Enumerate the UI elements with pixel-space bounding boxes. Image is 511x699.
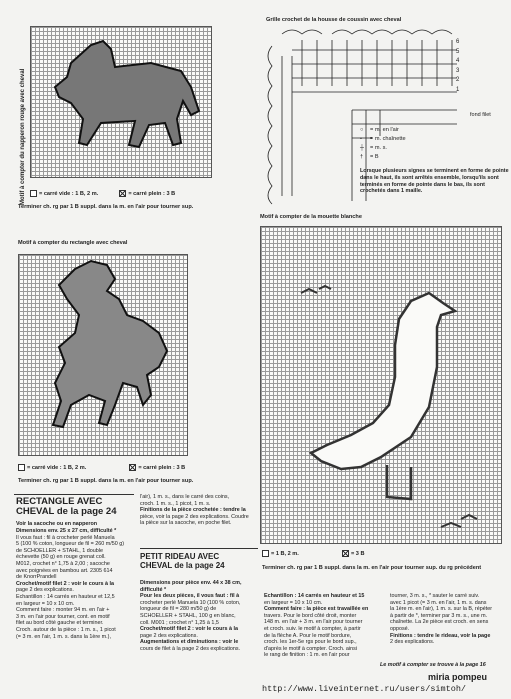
body-line: Pour les deux pièces, il vous faut : fil à	[140, 593, 240, 600]
horse-chart	[30, 26, 212, 178]
body-line: et croch. suiv. le motif à compter, à partir	[264, 625, 361, 632]
gull-page-note: Le motif à compter se trouve à la page 16	[380, 662, 486, 668]
gull-article-left	[264, 593, 388, 659]
gull-note: Terminer ch. rg par 1 B suppl. dans la m. en l'air pour tourner sup. du rg précédent	[262, 565, 482, 571]
body-line: 2 des explications.	[390, 639, 435, 646]
empty-square-icon	[30, 190, 37, 197]
body-line: travers. Pour le bord côté droit, monter	[264, 612, 357, 619]
body-line: en largeur = 10 x 10 cm.	[264, 599, 323, 606]
rect-legend-empty: = carré vide : 1 B, 2 m.	[27, 464, 87, 471]
fond-filet-label: fond filet	[470, 112, 491, 118]
body-line: à partir de *, terminer par 3 m. s., une m.	[390, 612, 488, 619]
body-line: opposé.	[390, 625, 410, 632]
empty-square-icon	[18, 464, 25, 471]
row-number: 4	[456, 58, 460, 64]
rect-horse-silhouette	[19, 255, 187, 455]
body-line: page 2 des explications.	[16, 587, 74, 594]
gull-chart	[260, 226, 502, 544]
body-line: M012, crochet n° 1,75 à 2,00 ; sacoche	[16, 560, 110, 567]
full-square-icon	[129, 464, 136, 471]
crochet-note: Lorsque plusieurs signes se terminent en forme de pointe dans le haut, ils sont arrêtés ensemble, lorsqu'ils sont terminés en forme de pointe dans le bas, ils sont crochetés dans 1 maille.	[360, 168, 509, 195]
article-divider	[140, 548, 258, 549]
body-line: (= 3 m. en l'air, 1 m. s. dans la 1ère m.),	[16, 633, 111, 640]
gull-legend-full: = 3 B	[350, 550, 365, 557]
row-number: 3	[456, 67, 460, 74]
rideau-article-body	[140, 580, 262, 653]
body-line: Crochet/motif filet 2 : voir le cours à la	[16, 580, 114, 587]
legend-text: = m. chaînette	[370, 136, 406, 142]
rect-horse-chart	[18, 254, 188, 456]
slip-stitch-icon: •	[360, 136, 362, 142]
rect-grid-title: Motif à compter du rectangle avec cheval	[18, 240, 128, 246]
body-line: échevette (50 g) en rouge grenat coll.	[16, 554, 106, 561]
body-line: de KnorrPrandell	[16, 574, 57, 581]
body-line: SCHOELLER + STAHL, 100 g en blanc,	[140, 612, 236, 619]
body-line: Comment faire : monter 94 m. en l'air +	[16, 607, 110, 614]
row-number: 6	[456, 39, 460, 45]
row-number: 5	[456, 48, 460, 55]
body-line: coll. M001 ; crochet n° 1,25 à 1,5	[140, 619, 219, 626]
gull-legend	[262, 550, 364, 557]
body-line: Croch. autour de la pièce : 1 m. s., 1 picot	[16, 626, 116, 633]
body-line: longueur de fil = 280 m/50 g) de	[140, 606, 217, 613]
rideau-article-heading: PETIT RIDEAU AVEC CHEVAL de la page 24	[140, 552, 225, 570]
body-line: le rang de finition : 1 m. en l'air pour	[264, 652, 350, 659]
footer-brand: miria pompeu	[428, 672, 488, 682]
horse-silhouette	[31, 27, 211, 177]
body-line: cours de filet à la page 2 des explications.	[140, 645, 241, 652]
body-line: 148 m. en l'air + 3 m. en l'air pour tourner	[264, 619, 363, 626]
rect-legend-full: = carré plein : 3 B	[138, 464, 186, 471]
body-line: Echantillon : 14 carrés en hauteur et 15	[264, 593, 365, 599]
body-line: l'air), 1 m. s., dans le carré des coins,	[140, 494, 230, 500]
chain-stitch-icon: ○	[360, 127, 364, 133]
row-number-list	[456, 38, 459, 95]
body-line: croch. les 1er-5e rgs pour le bord sup.,	[264, 639, 357, 646]
horse-legend-full: = carré plein : 3 B	[128, 190, 176, 197]
row-number: 1	[456, 86, 460, 93]
body-line: Il vous faut : fil à crocheter perlé Manuela	[16, 534, 115, 541]
full-square-icon	[342, 550, 349, 557]
body-line: avec 1 picot (= 3 m. en l'air, 1 m. s. dans	[390, 599, 487, 606]
body-line: de la flèche A. Pour le motif bordure,	[264, 632, 352, 639]
body-line: d'après le motif à compter. Croch. ainsi	[264, 645, 358, 652]
rect-note: Terminer ch. rg par 1 B suppl. dans la m. en l'air pour tourner sup.	[18, 478, 194, 484]
body-line: Finitions de la pièce crochetée : tendre la	[140, 507, 246, 514]
gull-silhouette	[261, 227, 501, 543]
body-line: Finitions : tendre le rideau, voir la page	[390, 632, 491, 639]
gull-legend-empty: = 1 B, 2 m.	[271, 550, 299, 557]
rect-article-subheading: Voir la sacoche ou en napperon	[16, 521, 98, 527]
body-line: filet au bord côté gauche et terminer.	[16, 620, 104, 627]
body-line: tourner, 3 m. s., * sauter le carré suiv.	[390, 593, 480, 599]
crochet-grid-title: Grille crochet de la housse de coussin avec cheval	[266, 17, 402, 23]
full-square-icon	[119, 190, 126, 197]
body-line: 5 (100 % coton, longueur de fil = 260 m/50 g)	[16, 541, 125, 548]
empty-square-icon	[262, 550, 269, 557]
body-line: la pièce sur la sacoche, en poche filet.	[140, 520, 232, 527]
row-number: 2	[456, 77, 460, 83]
rect-article-heading: RECTANGLE AVEC CHEVAL de la page 24	[16, 496, 117, 517]
horse-legend-empty: = carré vide : 1 B, 2 m.	[39, 190, 99, 197]
body-line: Dimensions env. 25 x 27 cm, difficulté *	[16, 528, 117, 534]
body-line: Comment faire : la pièce est travaillée en	[264, 606, 369, 613]
article-divider	[14, 494, 134, 495]
body-line: Augmentations et diminutions : voir le	[140, 639, 239, 646]
rect-article-body	[16, 528, 138, 640]
gull-grid-title: Motif à compter de la mouette blanche	[260, 214, 362, 220]
horse-note: Terminer ch. rg par 1 B suppl. dans la m. en l'air pour tourner sup.	[18, 204, 194, 210]
body-line: avec poignées en bambou art. 2305 614	[16, 567, 113, 574]
double-crochet-icon: †	[360, 154, 364, 160]
body-line: 3 m. en l'air pour tourner, cont. en motif	[16, 613, 110, 620]
legend-text: = m. en l'air	[370, 127, 399, 133]
body-line: page 2 des explications.	[140, 632, 198, 639]
legend-text: = B	[370, 154, 379, 160]
body-line: la 1ère m. en l'air), 1 m. s. sur la B, répéter	[390, 606, 492, 613]
horse-legend	[30, 190, 175, 197]
crochet-legend	[360, 126, 406, 162]
rect-legend	[18, 464, 185, 471]
body-line: chaînette. La 2e pièce est croch. en sens	[390, 619, 489, 626]
footer-url-link[interactable]: http://www.liveinternet.ru/users/simtoh/	[262, 684, 467, 694]
gull-article-right	[390, 593, 508, 646]
body-line: Dimensions pour pièce env. 44 x 38 cm,	[140, 580, 242, 586]
body-line: pièce, voir la page 2 des explications. Coudre	[140, 513, 249, 520]
body-line: difficulté *	[140, 586, 167, 593]
body-line: de SCHOELLER + STAHL, 1 double	[16, 547, 103, 554]
horse-grid-title: Motif à compter du napperon rouge avec cheval	[20, 68, 26, 205]
legend-text: = m. s.	[370, 145, 387, 151]
body-line: en largeur = 10 x 10 cm.	[16, 600, 75, 607]
mid-article-body	[140, 494, 262, 527]
body-line: Crochet/motif filet 2 : voir le cours à la	[140, 626, 238, 633]
body-line: Echantillon : 14 carrés en hauteur et 12,5	[16, 593, 115, 600]
body-line: croch. 1 m. s., 1 picot, 1 m. s.	[140, 500, 211, 507]
single-crochet-icon: ┼	[360, 145, 364, 151]
body-line: crocheter perlé Manuela 10 (100 % coton,	[140, 599, 241, 606]
